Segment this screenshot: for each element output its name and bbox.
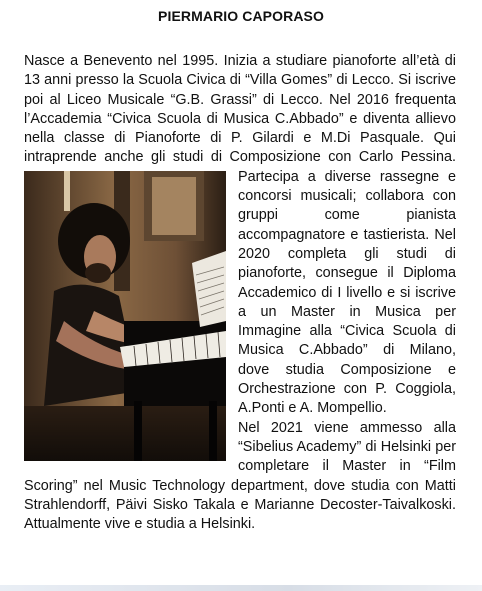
biography-text — [24, 52, 456, 534]
page-bottom-edge — [0, 585, 482, 591]
page-title: PIERMARIO CAPORASO — [158, 8, 324, 24]
pianist-photo-image — [24, 171, 226, 461]
pianist-photo — [24, 171, 226, 461]
bio-intro-text: Nasce a Benevento nel 1995. Inizia a studiare pianoforte all’età di 13 anni presso la Scuola Civica di “Villa Gomes” di Lecco. Si iscrive poi al Liceo Musicale “G.B. Grassi” di Lecco. Nel 2016 frequenta l’Accademia “Civica Scuola di Musica C.Abbado” e diventa allievo nella classe di Pianoforte di P. Gilardi e M.Di Pasquale. Qui intraprende anche gli studi di Composizione con Carlo Pessina. Partecipa a diverse rassegne — [24, 53, 456, 185]
bio-continued-text: e concorsi musicali; collabora con gruppi come pianista accompagnatore e tastierista. Nel 2020 completa gli studi di pianoforte, consegue il Diploma Accademico di I livello e si iscrive a un Master in Musica per Immagine alla “Civica Scuola di Musica C.Abbado” di Milano, dove studia Composizione e Orchestrazione con P. Coggiola, A.Ponti e A. Mompellio. — [238, 168, 456, 417]
bio-paragraph-2: Nel 2021 viene ammesso alla “Sibelius Academy” di Helsinki per completare il Master in “Film Scoring” nel Music Technology department, dove studia con Matti Strahlendorff, Päivi Sisko Takala e Marianne Decoster-Taivalkoski. Attualmente vive e studia a Helsinki. — [24, 419, 456, 533]
bio-paragraph-1 — [24, 52, 456, 419]
